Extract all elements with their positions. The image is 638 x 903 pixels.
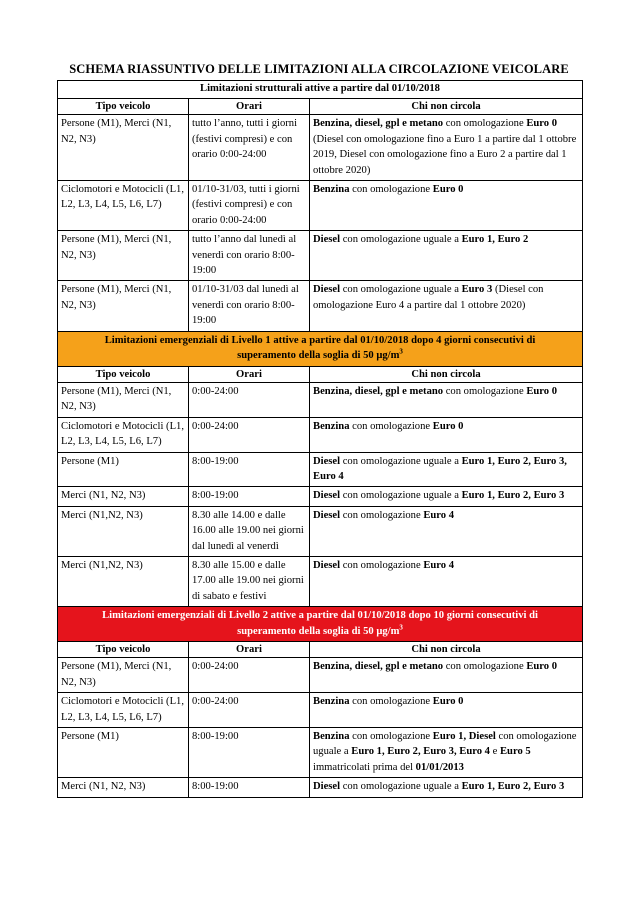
emphasis-text: Euro 1, Euro 2, Euro 3	[461, 781, 565, 793]
cell-orari: 01/10-31/03 dal lunedì al venerdì con orario 8:00-19:00	[189, 281, 310, 331]
cell-orari: 8:00-19:00	[189, 487, 310, 506]
cell-tipo-veicolo: Persone (M1), Merci (N1, N2, N3)	[58, 281, 189, 331]
emphasis-text: Benzina, diesel, gpl e metano	[313, 118, 444, 130]
table-row	[58, 506, 583, 556]
cell-tipo-veicolo: Merci (N1,N2, N3)	[58, 556, 189, 606]
table-row	[58, 556, 583, 606]
plain-text: con omologazione	[349, 184, 433, 196]
section1-heading-strong: Limitazioni strutturali	[200, 83, 303, 94]
cell-tipo-veicolo: Persone (M1)	[58, 452, 189, 487]
table-row	[58, 417, 583, 452]
table-row	[58, 728, 583, 778]
document-title: SCHEMA RIASSUNTIVO DELLE LIMITAZIONI ALLA CIRCOLAZIONE VEICOLARE	[69, 62, 569, 76]
cell-chi-non-circola	[310, 231, 583, 281]
cell-orari: 0:00-24:00	[189, 417, 310, 452]
table-row	[58, 693, 583, 728]
cell-orari: 8:00-19:00	[189, 778, 310, 797]
plain-text: e	[489, 746, 500, 758]
emphasis-text: Benzina	[313, 696, 350, 708]
col-header-chi: Chi non circola	[310, 99, 583, 115]
section2-heading-line2: superamento della soglia di 50 μg/m	[237, 350, 400, 362]
section2-heading-sup: 3	[399, 347, 403, 356]
section3-heading-sup: 3	[399, 623, 403, 632]
cell-tipo-veicolo: Persone (M1), Merci (N1, N2, N3)	[58, 115, 189, 181]
emphasis-text: Euro 0	[432, 184, 464, 196]
section3-heading-line1: Limitazioni emergenziali di Livello 2 attive a partire dal 01/10/2018 dopo 10 giorni consecutivi di	[102, 610, 538, 622]
cell-orari: 8:00-19:00	[189, 728, 310, 778]
cell-tipo-veicolo: Persone (M1), Merci (N1, N2, N3)	[58, 382, 189, 417]
section2-column-headers	[58, 366, 583, 382]
plain-text: con omologazione	[349, 696, 433, 708]
cell-chi-non-circola	[310, 382, 583, 417]
col-header-chi: Chi non circola	[310, 642, 583, 658]
col-header-tipo: Tipo veicolo	[58, 366, 189, 382]
cell-orari: 0:00-24:00	[189, 693, 310, 728]
cell-orari: 0:00-24:00	[189, 382, 310, 417]
table-row	[58, 181, 583, 231]
plain-text: (Diesel con omologazione Euro 4 a partire dal 1 ottobre 2020)	[313, 284, 544, 311]
cell-orari: 0:00-24:00	[189, 658, 310, 693]
section3-header-row	[58, 607, 583, 642]
section1-heading-rest: attive a partire dal 01/10/2018	[302, 83, 440, 94]
cell-chi-non-circola	[310, 778, 583, 797]
cell-tipo-veicolo: Persone (M1), Merci (N1, N2, N3)	[58, 658, 189, 693]
col-header-orari: Orari	[189, 366, 310, 382]
cell-chi-non-circola	[310, 487, 583, 506]
cell-chi-non-circola	[310, 556, 583, 606]
plain-text: (Diesel con omologazione fino a Euro 1 a partire dal 1 ottobre 2019, Diesel con omologazione fino a Euro 2 a partire dal 1 ottobre 2020)	[313, 133, 577, 176]
table-row	[58, 281, 583, 331]
emphasis-text: Diesel	[313, 781, 341, 793]
plain-text: con omologazione	[340, 559, 424, 571]
plain-text: con omologazione uguale a	[340, 781, 462, 793]
table-row	[58, 452, 583, 487]
section2-heading	[58, 331, 583, 366]
cell-chi-non-circola	[310, 693, 583, 728]
cell-tipo-veicolo: Merci (N1, N2, N3)	[58, 487, 189, 506]
emphasis-text: Benzina	[313, 420, 350, 432]
emphasis-text: Euro 0	[432, 420, 464, 432]
emphasis-text: Euro 1, Euro 2, Euro 3, Euro 4	[351, 746, 490, 758]
cell-tipo-veicolo: Ciclomotori e Motocicli (L1, L2, L3, L4, L5, L6, L7)	[58, 181, 189, 231]
emphasis-text: Diesel	[313, 490, 341, 502]
emphasis-text: Euro 0	[526, 385, 558, 397]
plain-text: con omologazione	[349, 420, 433, 432]
emphasis-text: Benzina	[313, 184, 350, 196]
cell-chi-non-circola	[310, 506, 583, 556]
section2-heading-line1: Limitazioni emergenziali di Livello 1 attive a partire dal 01/10/2018 dopo 4 giorni consecutivi di	[104, 334, 536, 346]
table-row	[58, 487, 583, 506]
emphasis-text: Euro 1, Euro 2, Euro 3, Euro 4	[313, 455, 567, 482]
cell-tipo-veicolo: Persone (M1), Merci (N1, N2, N3)	[58, 231, 189, 281]
cell-orari: 8.30 alle 14.00 e dalle 16.00 alle 19.00 nei giorni dal lunedì al venerdì	[189, 506, 310, 556]
cell-chi-non-circola	[310, 115, 583, 181]
cell-orari: 8.30 alle 15.00 e dalle 17.00 alle 19.00 nei giorni di sabato e festivi	[189, 556, 310, 606]
section1-heading	[58, 81, 583, 99]
emphasis-text: Euro 0	[526, 118, 558, 130]
emphasis-text: Diesel	[313, 455, 341, 467]
table-row	[58, 382, 583, 417]
cell-orari: tutto l’anno, tutti i giorni (festivi compresi) e con orario 0:00-24:00	[189, 115, 310, 181]
emphasis-text: 01/01/2013	[415, 761, 464, 773]
section1-header-row	[58, 81, 583, 99]
cell-chi-non-circola	[310, 658, 583, 693]
plain-text: con omologazione	[443, 385, 527, 397]
section3-column-headers	[58, 642, 583, 658]
cell-orari: 01/10-31/03, tutti i giorni (festivi compresi) e con orario 0:00-24:00	[189, 181, 310, 231]
plain-text: con omologazione	[443, 661, 527, 673]
cell-chi-non-circola	[310, 181, 583, 231]
col-header-tipo: Tipo veicolo	[58, 642, 189, 658]
emphasis-text: Diesel	[313, 559, 341, 571]
emphasis-text: Benzina	[313, 731, 350, 743]
plain-text: con omologazione uguale a	[340, 455, 462, 467]
table-row	[58, 231, 583, 281]
cell-chi-non-circola	[310, 452, 583, 487]
col-header-chi: Chi non circola	[310, 366, 583, 382]
cell-tipo-veicolo: Merci (N1, N2, N3)	[58, 778, 189, 797]
plain-text: con omologazione	[340, 509, 424, 521]
emphasis-text: Diesel	[313, 509, 341, 521]
cell-chi-non-circola	[310, 728, 583, 778]
emphasis-text: Euro 4	[423, 559, 455, 571]
cell-tipo-veicolo: Merci (N1,N2, N3)	[58, 506, 189, 556]
col-header-orari: Orari	[189, 642, 310, 658]
emphasis-text: Euro 0	[526, 661, 558, 673]
section3-heading-line2: superamento della soglia di 50 μg/m	[237, 625, 400, 637]
limitations-table	[57, 80, 583, 798]
cell-chi-non-circola	[310, 417, 583, 452]
table-row	[58, 115, 583, 181]
table-body	[58, 81, 583, 798]
table-row	[58, 778, 583, 797]
plain-text: con omologazione uguale a	[340, 490, 462, 502]
cell-chi-non-circola	[310, 281, 583, 331]
emphasis-text: Euro 3	[461, 284, 493, 296]
plain-text: con omologazione uguale a	[340, 284, 462, 296]
emphasis-text: Euro 1, Diesel	[432, 731, 496, 743]
emphasis-text: Euro 5	[499, 746, 531, 758]
emphasis-text: Euro 1, Euro 2	[461, 234, 529, 246]
section2-header-row	[58, 331, 583, 366]
emphasis-text: Benzina, diesel, gpl e metano	[313, 385, 444, 397]
cell-orari: 8:00-19:00	[189, 452, 310, 487]
section1-column-headers	[58, 99, 583, 115]
cell-tipo-veicolo: Persone (M1)	[58, 728, 189, 778]
cell-tipo-veicolo: Ciclomotori e Motocicli (L1, L2, L3, L4, L5, L6, L7)	[58, 693, 189, 728]
col-header-orari: Orari	[189, 99, 310, 115]
table-row	[58, 658, 583, 693]
plain-text: con omologazione	[443, 118, 527, 130]
emphasis-text: Euro 4	[423, 509, 455, 521]
emphasis-text: Euro 1, Euro 2, Euro 3	[461, 490, 565, 502]
cell-orari: tutto l’anno dal lunedì al venerdì con orario 8:00-19:00	[189, 231, 310, 281]
section3-heading	[58, 607, 583, 642]
emphasis-text: Diesel	[313, 234, 341, 246]
emphasis-text: Benzina, diesel, gpl e metano	[313, 661, 444, 673]
plain-text: con omologazione	[349, 731, 433, 743]
plain-text: immatricolati prima del	[313, 761, 416, 773]
emphasis-text: Diesel	[313, 284, 341, 296]
cell-tipo-veicolo: Ciclomotori e Motocicli (L1, L2, L3, L4, L5, L6, L7)	[58, 417, 189, 452]
plain-text: con omologazione uguale a	[313, 731, 577, 758]
plain-text: con omologazione uguale a	[340, 234, 462, 246]
emphasis-text: Euro 0	[432, 696, 464, 708]
col-header-tipo: Tipo veicolo	[58, 99, 189, 115]
